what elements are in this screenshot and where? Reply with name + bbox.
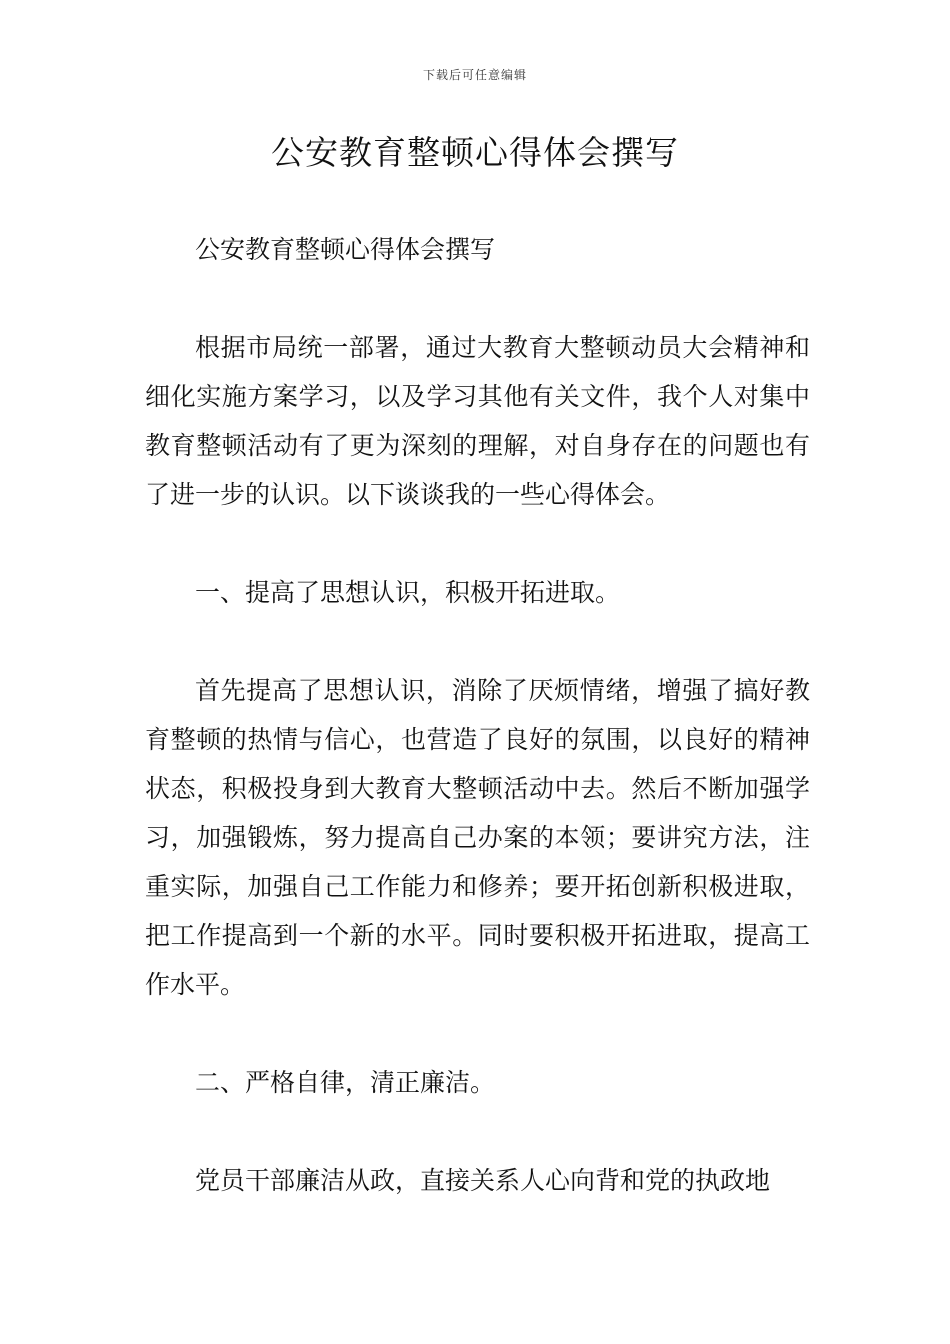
- document-body: [145, 225, 810, 1205]
- header-note: 下载后可任意编辑: [422, 68, 527, 82]
- paragraph-spacer: [145, 519, 810, 568]
- paragraph-spacer: [145, 1107, 810, 1156]
- section-heading-1: 一、提高了思想认识，积极开拓进取。: [195, 578, 621, 607]
- paragraph-spacer: [145, 1009, 810, 1058]
- paragraph-spacer: [145, 617, 810, 666]
- section-heading-2: 二、严格自律，清正廉洁。: [195, 1068, 496, 1097]
- document-title: 公安教育整顿心得体会撰写: [271, 133, 679, 172]
- intro-paragraph: 根据市局统一部署，通过大教育大整顿动员大会精神和细化实施方案学习，以及学习其他有关文件，我个人对集中教育整顿活动有了更为深刻的理解，对自身存在的问题也有了进一步的认识。以下谈谈我的一些心得体会。: [145, 333, 810, 509]
- paragraph-spacer: [145, 274, 810, 323]
- section-2-paragraph: 党员干部廉洁从政，直接关系人心向背和党的执政地: [195, 1166, 771, 1195]
- section-1-paragraph: 首先提高了思想认识，消除了厌烦情绪，增强了搞好教育整顿的热情与信心，也营造了良好的氛围，以良好的精神状态，积极投身到大教育大整顿活动中去。然后不断加强学习，加强锻炼，努力提高自己办案的本领；要讲究方法，注重实际，加强自己工作能力和修养；要开拓创新积极进取，把工作提高到一个新的水平。同时要积极开拓进取，提高工作水平。: [145, 676, 810, 999]
- subtitle-paragraph: 公安教育整顿心得体会撰写: [195, 235, 496, 264]
